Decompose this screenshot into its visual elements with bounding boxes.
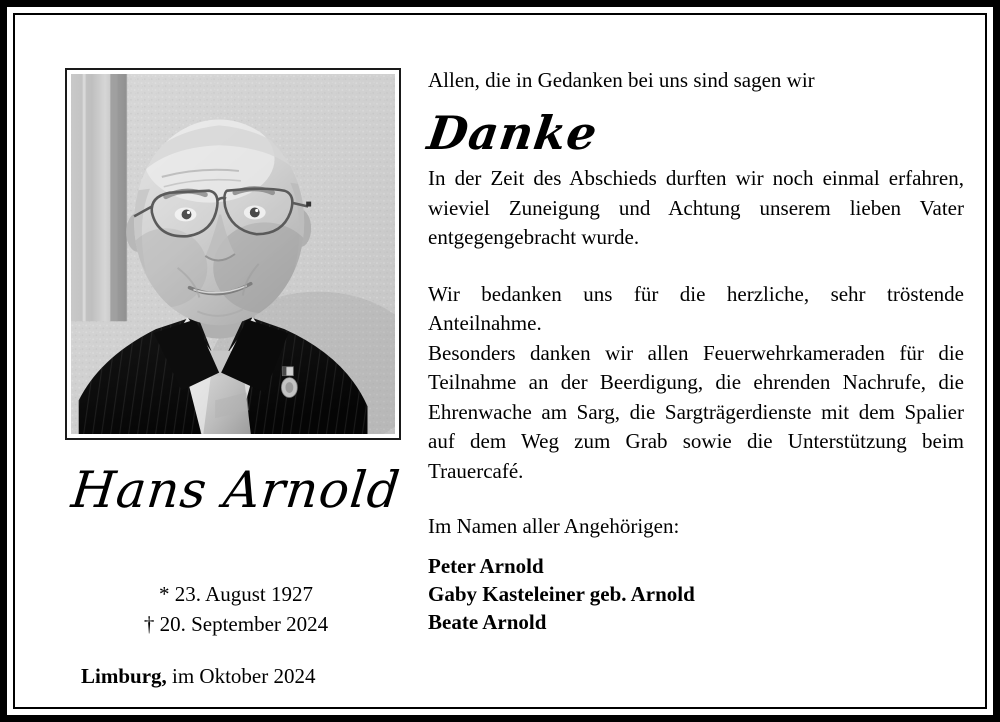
birth-date-line (50, 579, 422, 609)
paragraph-1: In der Zeit des Abschieds durften wir noch einmal erfahren, wieviel Zuneigung und Achtung unserem lieben Vater entgegengebracht wurde. (428, 166, 964, 249)
list-item: Peter Arnold (428, 554, 544, 578)
list-item: Gaby Kasteleiner geb. Arnold (428, 582, 695, 606)
portrait-photo-illustration (71, 74, 395, 434)
family-names-list (428, 552, 964, 636)
death-date-line (50, 609, 422, 639)
right-column (424, 66, 964, 707)
deceased-name: Hans Arnold (68, 461, 404, 519)
left-column (50, 66, 422, 707)
intro-line: Allen, die in Gedanken bei uns sind sagen wir (428, 68, 815, 92)
card-inner-rule (13, 13, 987, 709)
card-content (15, 15, 985, 707)
birth-symbol: * (158, 582, 170, 606)
death-date: 20. September 2024 (159, 612, 329, 636)
signoff-label: Im Namen aller Angehörigen: (428, 514, 680, 538)
place-and-date-line (81, 663, 316, 689)
life-dates (50, 579, 422, 639)
danke-headline: Danke (424, 106, 602, 160)
portrait-photo-frame (65, 68, 401, 440)
paragraph-2: Wir bedanken uns für die herzliche, sehr tröstende Anteilnahme. (428, 281, 964, 335)
list-item: Beate Arnold (428, 610, 547, 634)
card-white-margin (7, 7, 993, 715)
death-symbol: † (143, 612, 155, 636)
portrait-photo (71, 74, 395, 434)
place-date: im Oktober 2024 (172, 664, 316, 688)
birth-date: 23. August 1927 (174, 582, 313, 606)
paragraph-3: Besonders danken wir allen Feuerwehrkameraden für die Teilnahme an der Beerdigung, die ehrenden Nachrufe, die Ehrenwache am Sarg, die Sargträgerdienste mit dem Spalier auf dem Weg zum Grab sowie die Unterstützung beim Trauercafé. (428, 340, 964, 483)
place-name: Limburg, (81, 664, 167, 688)
headline-wrapper (424, 94, 964, 164)
